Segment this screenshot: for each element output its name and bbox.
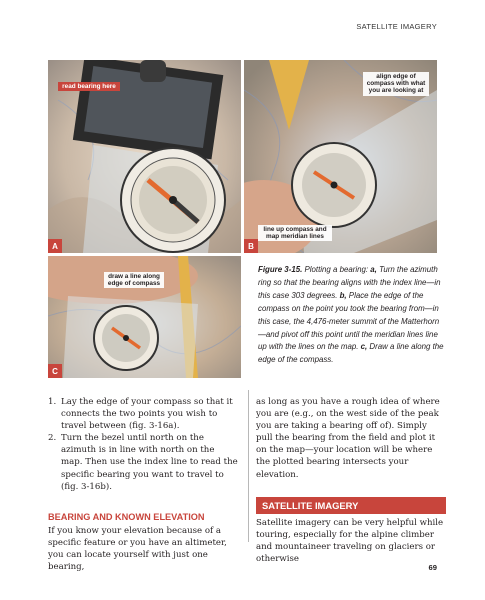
figure-caption xyxy=(258,264,446,367)
step-text: Turn the bezel until north on the azimuth is in line with north on the map. Then use the index line to read the specific bearing you want to travel to (fig. 3-16b). xyxy=(61,433,238,492)
section-heading-satellite-imagery: SATELLITE IMAGERY xyxy=(256,497,446,514)
photo-c-callout: draw a line along edge of compass xyxy=(104,272,164,288)
step-text: Lay the edge of your compass so that it connects the two points you wish to travel between (fig. 3-16a). xyxy=(61,397,233,432)
caption-main: Plotting a bearing: xyxy=(302,265,371,274)
bearing-elevation-continued: as long as you have a rough idea of where you are (e.g., on the west side of the peak you are taking a bearing off of). Simply pull the bearing from the field and plot it on the map—your location will be where the plotted bearing intersects your elevation. xyxy=(256,397,440,480)
step-item xyxy=(48,396,238,432)
body-column-right xyxy=(256,396,446,565)
photo-a-callout: read bearing here xyxy=(58,82,120,91)
photo-c-letter: C xyxy=(48,364,62,378)
step-number: 1. xyxy=(48,397,57,407)
caption-c-letter: c, xyxy=(360,342,368,352)
photo-a xyxy=(48,60,241,253)
photo-c xyxy=(48,256,241,378)
running-head: SATELLITE IMAGERY xyxy=(356,22,437,31)
section-text-satellite-imagery: Satellite imagery can be very helpful while touring, especially for the alpine climber and mountaineer traveling on glaciers or otherwise xyxy=(256,517,444,565)
photo-b-callout-top: align edge of compass with what you are looking at xyxy=(363,72,429,96)
caption-figure-number: Figure 3-15. xyxy=(258,265,303,274)
photo-a-letter: A xyxy=(48,239,62,253)
section-heading-bearing-elevation: BEARING AND KNOWN ELEVATION xyxy=(48,511,205,522)
page-number: 69 xyxy=(428,563,437,572)
photo-b-letter: B xyxy=(244,239,258,253)
caption-c-text: Draw a line along the edge of the compass. xyxy=(258,342,444,365)
photo-b xyxy=(244,60,437,253)
photo-b-callout-bottom: line up compass and map meridian lines xyxy=(258,225,332,241)
section-text-bearing-elevation: If you know your elevation because of a specific feature or you have an altimeter, you can locate yourself with just one bearing, xyxy=(48,525,227,573)
step-item xyxy=(48,432,238,492)
caption-b-text: Place the edge of the compass on the point you took the bearing from—in this case, the 4,476-meter summit of the Matterhorn—and pivot off this point until the meridian lines line up with the lines on the map. xyxy=(258,290,440,352)
column-divider xyxy=(248,390,249,542)
caption-a-letter: a, xyxy=(370,265,377,274)
step-number: 2. xyxy=(48,433,57,444)
caption-b-letter: b, xyxy=(339,290,347,300)
caption-a-text: Turn the azimuth ring so that the bearing aligns with the index line—in this case 303 degrees. xyxy=(258,265,441,300)
body-column-left xyxy=(48,396,238,573)
